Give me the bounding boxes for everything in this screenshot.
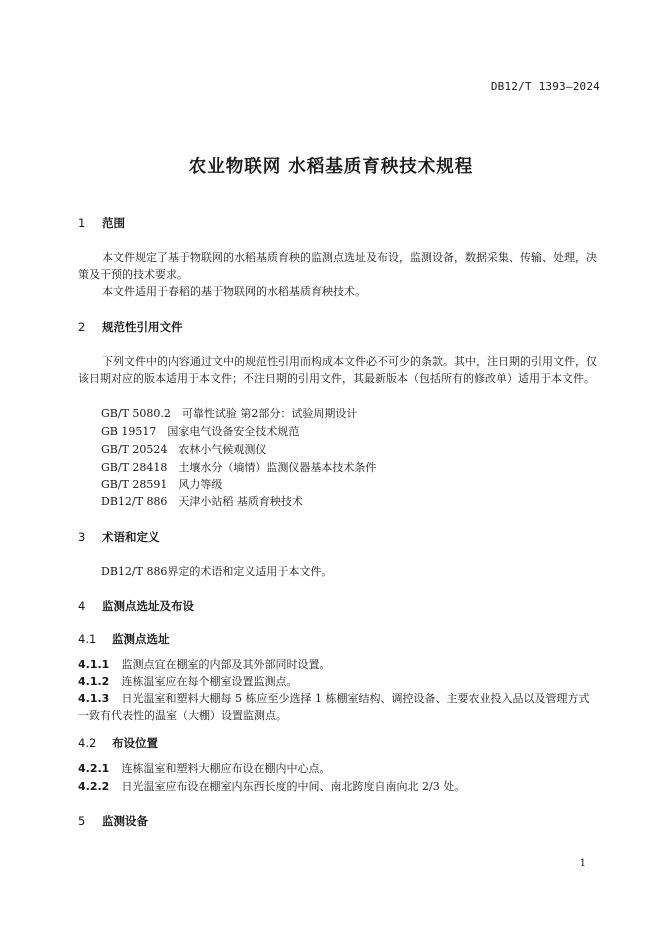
normative-reference: GB/T 20524 农林小气候观测仪 [101, 443, 267, 456]
clause-4-2-1 [78, 760, 600, 777]
section-number: 2 [78, 320, 86, 334]
clause-text: 日光温室和塑料大棚每 5 栋应至少选择 1 栋棚室结构、调控设备、主要农业投入品以及管理方式一致有代表性的温室（大棚）设置监测点。 [78, 692, 590, 722]
section-title: 布设位置 [112, 736, 159, 750]
clause-number: 4.2.2 [78, 780, 110, 793]
clause-number: 4.1.2 [78, 675, 110, 688]
section-title: 术语和定义 [102, 530, 160, 544]
section-title: 规范性引用文件 [102, 320, 183, 334]
section-1-paragraph-2 [78, 283, 600, 300]
normative-reference: GB/T 28418 土壤水分（墒情）监测仪器基本技术条件 [101, 461, 377, 474]
section-number: 4.2 [78, 736, 97, 750]
section-number: 3 [78, 530, 86, 544]
normative-reference: GB 19517 国家电气设备安全技术规范 [101, 425, 300, 438]
section-title: 范围 [102, 216, 126, 230]
clause-number: 4.2.1 [78, 762, 110, 775]
section-number: 1 [78, 216, 86, 230]
paragraph-text: 本文件适用于春稻的基于物联网的水稻基质育秧技术。 [102, 285, 366, 298]
clause-number: 4.1.1 [78, 658, 110, 671]
clause-text: 监测点宜在棚室的内部及其外部同时设置。 [121, 658, 331, 671]
section-3-heading [78, 529, 160, 545]
clause-text: 日光温室应布设在棚室内东西长度的中间、南北跨度自南向北 2/3 处。 [121, 780, 466, 793]
clause-4-1-1 [78, 656, 600, 673]
normative-reference: GB/T 5080.2 可靠性试验 第2部分：试验周期设计 [101, 407, 358, 420]
section-number: 4.1 [78, 632, 97, 646]
clause-number: 4.1.3 [78, 692, 110, 705]
section-1-paragraph-1 [78, 249, 600, 283]
subsection-4-2-heading [78, 735, 158, 751]
section-1-heading [78, 215, 125, 231]
subsection-4-1-heading [78, 631, 170, 647]
clause-4-1-3 [78, 690, 600, 724]
clause-text: 连栋温室和塑料大棚应布设在棚内中心点。 [121, 762, 331, 775]
paragraph-text: 下列文件中的内容通过文中的规范性引用而构成本文件必不可少的条款。其中，注日期的引用文件，仅该日期对应的版本适用于本文件；不注日期的引用文件，其最新版本（包括所有的修改单）适用于本文件。 [78, 355, 597, 385]
document-code: DB12/T 1393—2024 [490, 80, 600, 93]
normative-reference: GB/T 28591 风力等级 [101, 478, 223, 491]
section-3-text: DB12/T 886界定的术语和定义适用于本文件。 [101, 565, 333, 578]
section-4-heading [78, 598, 194, 614]
paragraph-text: 本文件规定了基于物联网的水稻基质育秧的监测点选址及布设，监测设备，数据采集、传输、处理，决策及干预的技术要求。 [78, 251, 597, 281]
section-title: 监测点选址及布设 [102, 599, 195, 613]
normative-reference: DB12/T 886 天津小站稻 基质育秧技术 [101, 495, 303, 508]
document-title: 农业物联网 水稻基质育秧技术规程 [188, 157, 474, 177]
section-2-heading [78, 319, 183, 335]
section-5-heading [78, 813, 148, 829]
section-number: 5 [78, 814, 86, 828]
page-number: 1 [579, 858, 586, 869]
clause-4-2-2 [78, 778, 600, 795]
clause-4-1-2 [78, 673, 600, 690]
section-title: 监测设备 [102, 814, 149, 828]
section-title: 监测点选址 [112, 632, 170, 646]
section-number: 4 [78, 599, 86, 613]
section-2-intro [78, 353, 600, 387]
clause-text: 连栋温室应在每个棚室设置监测点。 [121, 675, 298, 688]
